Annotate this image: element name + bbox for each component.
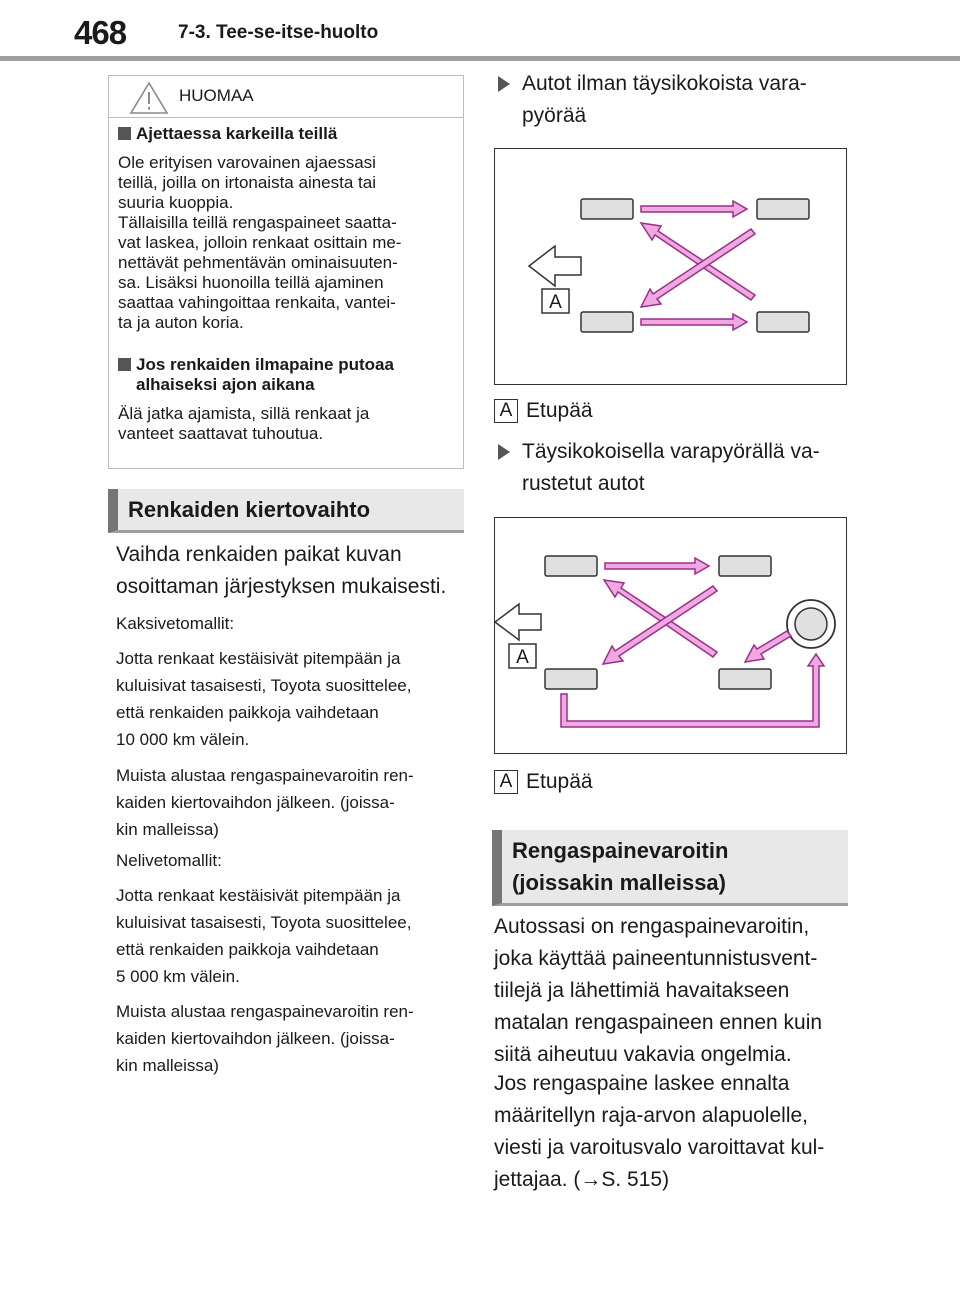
rotation-diagram-no-spare-svg <box>495 149 846 384</box>
tire-front-left <box>581 199 633 219</box>
note-subheading-rough-roads: Ajettaessa karkeilla teillä <box>118 124 463 144</box>
four-wd-text: Jotta renkaat kestäisivät pitempään ja kuluisivat tasaisesti, Toyota suosittelee, että renkaiden paikkoja vaihdetaan 5 000 km välein. <box>116 886 412 986</box>
tire-front-right <box>581 312 633 332</box>
section-heading-tire-rotation: Renkaiden kiertovaihto <box>108 489 464 533</box>
front-direction-arrow-icon <box>495 604 541 640</box>
rotation-intro: Vaihda renkaiden paikat kuvan osoittaman järjestyksen mukaisesti. <box>116 543 447 598</box>
rotation-diagram-full-spare-svg <box>495 518 846 753</box>
diagram2-label-a: A <box>516 647 529 668</box>
section-reference: 7-3. Tee-se-itse-huolto <box>178 22 379 43</box>
diagram2-caption: Täysikokoisella varapyörällä va- rustetut autot <box>494 436 854 500</box>
note-title: HUOMAA <box>179 86 254 105</box>
square-bullet-icon <box>118 358 131 371</box>
rotation-arrow-diagonal-down <box>603 586 717 664</box>
legend-label-a-box: A <box>494 399 518 423</box>
rotation-arrow-diagonal-up <box>604 580 717 657</box>
tire-rear-left <box>757 199 809 219</box>
four-wd-label: Nelivetomallit: <box>116 851 222 870</box>
square-bullet-icon <box>118 127 131 140</box>
rotation-diagram-full-spare <box>494 517 847 754</box>
triangle-bullet-icon <box>498 76 510 92</box>
warning-triangle-icon <box>129 81 169 115</box>
tire-rear-left <box>719 556 771 576</box>
rotation-arrow-diagonal-up <box>641 223 755 300</box>
tire-front-right <box>545 669 597 689</box>
note-box <box>108 75 464 469</box>
rotation-arrow-diagonal-down <box>641 229 755 307</box>
rotation-arrow-bottom <box>641 314 747 330</box>
page-number: 468 <box>74 14 127 51</box>
diagram1-legend: A Etupää <box>494 398 593 424</box>
front-direction-arrow-icon <box>529 246 581 286</box>
tpms-paragraph-1: Autossasi on rengaspainevaroitin, joka käyttää paineentunnistusvent- tiilejä ja lähettimiä havaitakseen matalan rengaspaineen ennen kuin siitä aiheutuu vakavia ongelmia. <box>494 915 823 1066</box>
diagram1-label-a: A <box>549 292 562 313</box>
tire-front-left <box>545 556 597 576</box>
rotation-arrow-top <box>641 201 747 217</box>
two-wd-text: Jotta renkaat kestäisivät pitempään ja kuluisivat tasaisesti, Toyota suosittelee, että renkaiden paikkoja vaihdetaan 10 000 km välein. <box>116 649 412 749</box>
note-body <box>109 118 463 444</box>
legend-label-a-box: A <box>494 770 518 794</box>
two-wd-reminder: Muista alustaa rengaspainevaroitin ren- kaiden kiertovaihdon jälkeen. (joissa- kin malleissa) <box>116 766 414 839</box>
header-rule <box>0 56 960 61</box>
page-header <box>0 0 960 62</box>
rotation-arrow-top <box>605 558 709 574</box>
triangle-bullet-icon <box>498 444 510 460</box>
rotation-arrow-u-shape <box>561 654 824 727</box>
tire-rear-right <box>757 312 809 332</box>
tire-rear-right <box>719 669 771 689</box>
spare-tire-icon <box>787 600 835 648</box>
diagram2-legend: A Etupää <box>494 769 593 795</box>
tpms-paragraph-2: Jos rengaspaine laskee ennalta määritellyn raja-arvon alapuolelle, viesti ja varoitusvalo varoittavat kul- jettajaa. (→S. 515) <box>494 1072 825 1191</box>
four-wd-reminder: Muista alustaa rengaspainevaroitin ren- kaiden kiertovaihdon jälkeen. (joissa- kin malleissa) <box>116 1002 414 1075</box>
note-subheading-low-pressure: Jos renkaiden ilmapaine putoaa alhaiseksi ajon aikana <box>118 355 463 395</box>
rotation-arrow-spare <box>745 631 791 662</box>
diagram1-caption: Autot ilman täysikokoista vara- pyörää <box>494 68 854 132</box>
section-heading-tpms: Rengaspainevaroitin (joissakin malleissa) <box>492 830 848 906</box>
two-wd-label: Kaksivetomallit: <box>116 614 235 633</box>
note-header <box>109 76 463 118</box>
note-text-low-pressure: Älä jatka ajamista, sillä renkaat ja vanteet saattavat tuhoutua. <box>118 404 370 443</box>
rotation-diagram-no-spare <box>494 148 847 385</box>
note-text-rough-roads: Ole erityisen varovainen ajaessasi teillä, joilla on irtonaista ainesta tai suuria kuoppia. Tällaisilla teillä rengaspaineet saatta- vat laskea, jolloin renkaat osittain me- nettävät pehmentävän ominaisuuten- sa. Lisäksi huonoilla teillä ajaminen saattaa vahingoittaa renkaita, vantei- ta ja auton koria. <box>118 153 402 332</box>
